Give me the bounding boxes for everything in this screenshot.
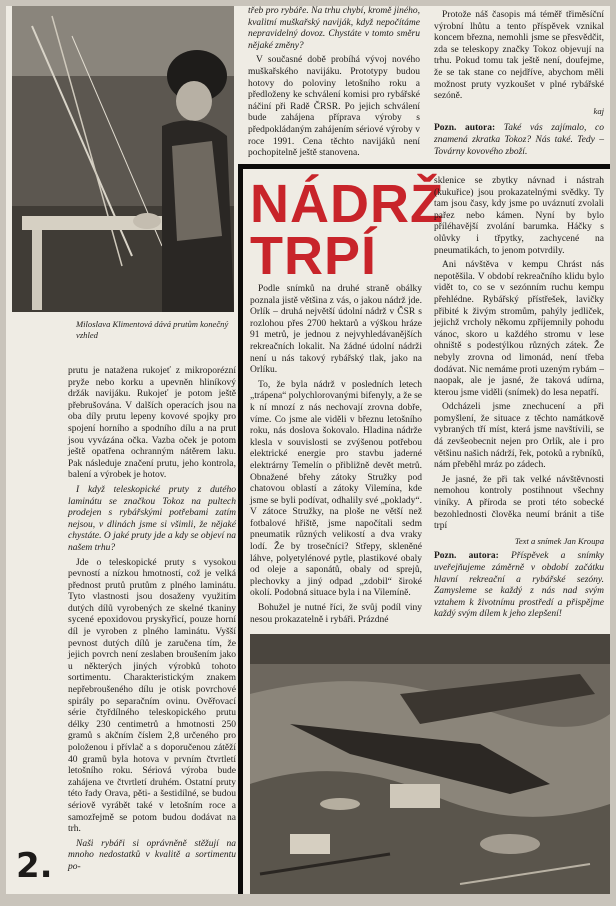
- interview-continuation: [248, 6, 420, 163]
- photo-caption: Miloslava Klimentová dává prutům konečný vzhled: [76, 319, 229, 340]
- right-paragraph-4: Je jasné, že při tak velké návštěvnosti nemohou kontroly postihnout všechny viníky. A příroda se proti této sobecké bezohlednosti člověka neumí bránit a tiše trpí: [434, 474, 604, 532]
- article-headline: [250, 174, 444, 286]
- author-note-label: Pozn. autora:: [434, 123, 496, 134]
- shore-photo: [250, 634, 610, 894]
- left-question-1: I když teleskopické pruty z dutého laminátu se značkou Tokoz na pultech prodejen s rybářskými potřebami zatím nejsou, v dlinách jsme si všimli, že nějaké chystáte. O jaké pruty jde a kdy se objeví na našem trhu?: [68, 484, 236, 553]
- shore-illustration: [250, 634, 610, 894]
- left-paragraph-1: prutu je natažena rukojeť z mikroporézní pryže nebo korku a upevněn hliníkový držák navijáku. Rukojeť je potom ještě přebrušována. V dalších operacích jsou na oba díly prutu lepeny kovové spojky pro spojení horního a spodního dílu a na prut jsou vyvázána očka. Vazba oček je potom ještě opatřena ochranným nátěrem laku. Pak následuje značení prutu, jeho kontrola, balení a výrobek je hotov.: [68, 366, 236, 481]
- left-question-2: Naši rybáři si oprávněně stěžují na mnoho nedostatků v kvalitě a sortimentu po-: [68, 838, 236, 872]
- signature-kaj: kaj: [593, 105, 604, 116]
- editor-note-block: [434, 10, 604, 161]
- magazine-page: [6, 6, 610, 894]
- editor-paragraph: Protože náš časopis má téměř třiměsíční výrobní lhůtu a tento příspěvek vznikal koncem března, nemohli jsme se přesvědčit, zda se teleskopy značky Tokoz objevují na trhu. Pokud tomu tak ještě není, doufejme, že se tak stane co nejdříve, abychom měli možnost pruty vyzkoušet v plné rybářské sezóně.: [434, 10, 604, 102]
- reservoir-article-right-column: [434, 176, 604, 624]
- interview-answer: V současné době probíhá vývoj nového muškařského navijáku. Prototypy budou hotovy do poloviny letošního roku a předloženy ke schválení komisi pro rybářské náčiní při Radě ČRSR. Po jejich schválení bude zahájena příprava výroby s předpokládaným zahájením sériové výroby v roce 1991. Cena těchto navijáků není pochopitelně ještě stanovena.: [248, 55, 420, 159]
- author-note-text: Také vás zajímalo, co znamená zkratka Tokoz? Nás také. Tedy – Továrny kovového zboží.: [434, 123, 605, 157]
- page-number: 2.: [16, 846, 53, 886]
- reservoir-article-column: [250, 284, 422, 629]
- left-paragraph-2: Jde o teleskopické pruty s vysokou pevností a nízkou hmotností, což je velká přednost prutů prutům z plného laminátu. Tyto vlastnosti jsou dosaženy využitím dutých dílů vyrobených ze skelné tkaniny sycené epoxidovou pryskyřicí, pouze horní díl je vyroben z plného laminátu. Vyšší pevnost dutých dílů je zaručena tím, že jejich povrch není zeslaben broušením jako u některých jiných výrobků tohoto sortimentu. Charakteristickým znakem nepřebroušeného dílu je otisk povrchové spirály po separačním ovinu. Ověřovací série čtyřdílného teleskopického prutu délky 230 centimetrů a hmotnosti 250 gramů s akčním číslem 2,8 určeného pro položenou i přívlač a s doporučenou zátěží 40 gramů byla hotova v prvním čtvrtletí letošního roku. Sériová výroba bude zahájena ve čtvrtletí druhém. Ostatní pruty této řady Orava, pěti- a šestidílné, se budou sériově vyrábět také v letošním roce a samozřejmě se potom budou dodávat na trh.: [68, 557, 236, 835]
- article-paragraph-1: Podle snímků na druhé straně obálky poznala jistě většina z vás, o jakou nádrž jde. Orlík – druhá největší údolní nádrž v ČSR s rozlohou přes 2700 hektarů a výškou hráze 91 metrů, je jednou z nejvyhledávanějších rekreačních lokalit. Na žádné údolní nádrži není u nás takový rybářský tlak, jako na Orlíku.: [250, 284, 422, 376]
- workshop-illustration: [12, 6, 234, 312]
- article-signature: Text a snímek Jan Kroupa: [514, 535, 604, 546]
- right-paragraph-2: Ani návštěva v kempu Chrást nás nepotěšila. V období rekreačního klidu bylo vidět to, co se v sezónním ruchu kempu přehlédne. Rybářský přístřešek, lavičky přibité k živým stromům, pahýly jedliček, jejichž vrcholy někomu zpříjemnily pohodu vánoc, skoro u každého stromu v lese ohniště s podestýlkou různých zátek. Že nebyly zrovna od limonád, není třeba dodávat. Nic nemáme proti uzeným rybám – naopak, ale je jasné, že taková udírna, kterou jsme viděli (snímek) do lesa nepatří.: [434, 260, 604, 398]
- article-paragraph-2: To, že byla nádrž v posledních letech „trápena“ polychlorovanými bifenyly, a že se k ní mnozí z nás nechovají zrovna dobře, víme. Co jsme ale viděli v březnu letošního roku, nás doslova šokovalo. Hladina nádrže klesla v souvislosti se zvýšenou potřebou elektrické energie pro stavbu jaderné elektrárny Temelín o přibližně devět metrů. Obnažené břehy zátoky Stružky pod chatovou oblastí a zátoky Vilemína, kde jsme se byli podívat, odhalily své „poklady“. V zátoce Stružky, na ploše ne větší než fotbalové hřiště, jsme napočítali sedm pneumatik různých velikostí a dva vraky lodí. Že by trosečníci? Střepy, skleněné láhve, polyetylénové pytle, plastikové obaly od oleje a saponátů, obaly od sprejů, plechovky a jiný odpad „zdobil“ široké okolí. Podobná situace byla i na Vilemíně.: [250, 379, 422, 599]
- article-frame-top: [238, 164, 610, 169]
- interview-question: třeb pro rybáře. Na trhu chybí, kromě jiného, kvalitní muškařský naviják, když nepočítáme nepravidelný dovoz. Chystáte v tomto směru nějaké změny?: [248, 6, 420, 51]
- article-author-note: [434, 551, 604, 621]
- article-paragraph-3: Bohužel je nutné říci, že svůj podíl viny nesou prokazatelně i rybáři. Prázdné: [250, 603, 422, 625]
- right-paragraph-3: Odcházeli jsme znechucení a při pomyšlení, že situace z těchto namátkově vybraných tří míst, která jsme navštívili, se dá zevšeobecnit nejen pro Orlík, ale i pro většinu našich nádrží, řek, potoků a rybníků, nám přeběhl mráz po zádech.: [434, 402, 604, 471]
- headline-line-1: NÁDRŽ: [250, 174, 444, 234]
- headline-line-2: TRPÍ: [250, 226, 378, 286]
- rod-article-column: [68, 366, 236, 877]
- workshop-photo: [12, 6, 234, 312]
- right-paragraph-1: sklenice se zbytky návnad i nástrah (kukuřice) jsou prokazatelnými svědky. Ty tam jsou časy, kdy jsme po uváznutí zvolali pařez nebo kámen. Nyní by bylo příléhavější zvolání barumka. Háčky s olůvky i třpytky, zachycené na pneumatikách, to jenom potvrdily.: [434, 176, 604, 256]
- article-frame-left: [238, 164, 243, 894]
- article-note-label: Pozn. autora:: [434, 551, 499, 562]
- author-note: [434, 123, 604, 158]
- article-note-text: Příspěvek a snímky uveřejňujeme záměrně v období začátku hlavní rekreační a rybářské sezóny. Zamysleme se každý z nás nad svým vztahem k životnímu prostředí a přispějme každý svým dílem k jeho zlepšení!: [434, 551, 604, 620]
